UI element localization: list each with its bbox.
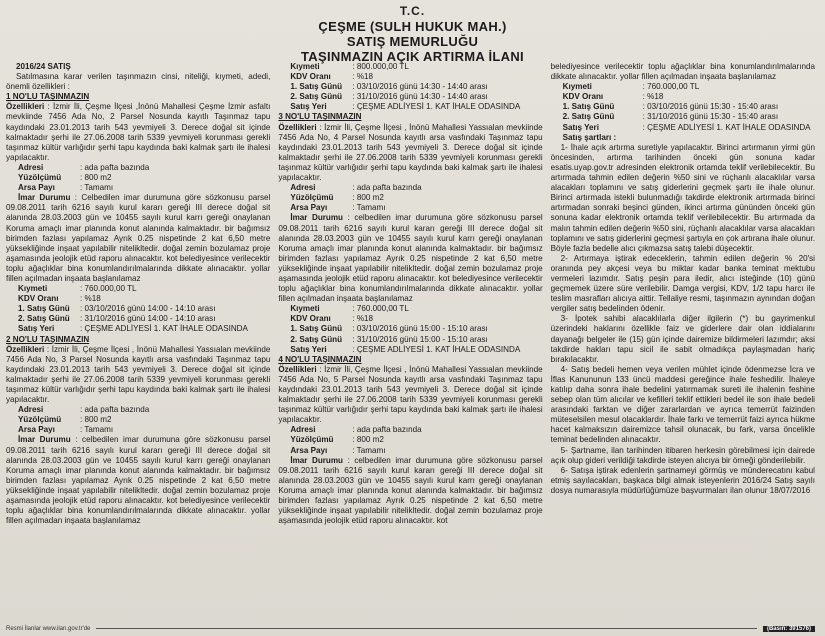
- lot3-value: Kıymeti : 760.000,00 TL: [290, 304, 409, 314]
- header: [0, 0, 825, 64]
- lot3-sale1: 1. Satış Günü : 03/10/2016 günü 15:00 - 15:10 arası: [290, 324, 488, 334]
- header-title: TAŞINMAZIN AÇIK ARTIRMA İLANI: [301, 49, 524, 64]
- lot4-value: Kıymeti : 760.000,00 TL: [562, 82, 700, 92]
- lot3-sale2: 2. Satış Günü : 31/10/2016 günü 15:00 - 15:10 arası: [290, 334, 488, 344]
- lot4-sale1: 1. Satış Günü : 03/10/2016 günü 15:30 - 15:40 arası: [562, 102, 779, 112]
- lot4-share: Arsa Payı : Tamamı: [290, 445, 386, 455]
- footer-site: Resmi İlanlar www.ilan.gov.tr'de: [6, 625, 91, 632]
- column-2: [278, 62, 542, 620]
- lot2-sale2: 2. Satış Günü : 31/10/2016 günü 14:30 - 14:40 arası: [290, 92, 488, 102]
- intro-text: Satılmasına karar verilen taşınmazın cinsi, niteliği, kıymeti, adedi, önemli özellikleri :: [6, 72, 271, 92]
- lot1-sale1: 1. Satış Günü : 03/10/2016 günü 14:00 - 14:10 arası: [18, 304, 216, 314]
- column-1: [6, 62, 270, 620]
- lot1-area: Yüzölçümü : 800 m2: [18, 173, 112, 183]
- lot2-features: Özellikleri : İzmir İli, Çeşme İlçesi , İnönü Mahallesi Yassıalan mevkiinde 7456 Ada No, 3 Parsel Nosunda kayıtlı arsa vasfındaki Taşınmaz tapu kaydındaki 23.01.2013 tarih 543 yevmiyeli 3. Derece doğal sit içinde kalmaktadır şerhi ile 27.06.2008 tarih 5339 yevmiyeli korunması gerekli taşınmaz kültür varlığıdır şerhi tapu kaydında baki kalmak şartı ile ihalesi yapılacaktır.: [6, 344, 271, 405]
- lot4-zoning-continued: belediyesince verilecektir toplu ağaçlıklar bina konumlandırılmalarında dikkate alınacaktır. yollar fillen açılmadan inşaata başlanılamaz: [550, 62, 815, 82]
- lot2-value: Kıymeti : 800.000,00 TL: [290, 62, 409, 71]
- lot4-sale2: 2. Satış Günü : 31/10/2016 günü 15:30 - 15:40 arası: [562, 112, 779, 122]
- lot4-address: Adresi : ada pafta bazında: [290, 425, 422, 435]
- lot3-place: Satış Yeri : ÇEŞME ADLİYESİ 1. KAT İHALE ODASINDA: [290, 344, 521, 354]
- lot3-zoning: İmar Durumu : celbedilen imar durumuna göre sözkonusu parsel 09.08.2011 tarih 6216 sayılı kurul kararı gereği III derece doğal sit alanında 28.03.2003 gün ve 10455 sayılı kurul karrı gereği onaylanan Koruma amaçlı imar planında konut alanında kalmaktadır. bir bağımsız birimden fazlası yapılamaz Ayrık 0.25 nispetinde 2 kat 6,50 metre yüksekliğinde inşaat yapılabilir nitelikltedir. doğal zemin bozulamaz proje aşamasında jeolojik etüd raporu alınacaktır. kot belediyesince verilecektir toplu ağaçlıklar bina konumlandırılmalarında dikkate alınacaktır. yollar fillen açılmadan inşaata başlanılamaz: [278, 213, 543, 304]
- lot2-title: 2 NO'LU TAŞINMAZIN: [6, 334, 90, 344]
- lot3-address: Adresi : ada pafta bazında: [290, 183, 422, 193]
- lot2-zoning: İmar Durumu : celbedilen imar durumuna göre sözkonusu parsel 09.08.2011 tarih 6216 sayılı kurul kararı gereği III derece doğal sit alanında 28.03.2003 gün ve 10455 sayılı kurul karrı gereği onaylanan Koruma amaçlı imar planında konut alanında kalmaktadır. bir bağımsız birimden fazlası yapılamaz Ayrık 0.25 nispetinde 2 kat 6,50 metre yüksekliğinde inşaat yapılabilir nitelikltedir. doğal zemin bozulamaz proje aşamasında jeolojik etüd raporu alınacaktır. kot belediyesince verilecektir toplu ağaçlıklar bina konumlandırılmalarında dikkate alınacaktır. yollar fillen açılmadan inşaata başlanılamaz: [6, 435, 271, 526]
- file-number: 2016/24 SATIŞ: [16, 62, 71, 71]
- lot2-vat: KDV Oranı : %18: [290, 72, 374, 82]
- lot2-area: Yüzölçümü : 800 m2: [18, 415, 112, 425]
- lot1-vat: KDV Oranı : %18: [18, 294, 101, 304]
- lot1-features: Özellikleri : İzmir İli, Çeşme İlçesi ,İnönü Mahallesi Çeşme İzmir asfaltı mevkiinde 7456 Ada No, 2 Parsel Nosunda kayıtlı Taşınmaz tapu kaydındaki 23.01.2013 tarih 543 yevmiyeli 3. Derece doğal sit içinde kalmaktadır şerhi ile 27.06.2008 tarih 5339 yevmiyeli korunması gerekli taşınmaz kültür varlığıdır şerhi tapu kaydında baki kalmak şartı ile ihalesi yapılacaktır.: [6, 102, 271, 162]
- lot1-title: 1 NO'LU TAŞINMAZIN: [6, 92, 90, 102]
- footer-rule: [96, 628, 757, 629]
- lot3-vat: KDV Oranı : %18: [290, 314, 374, 324]
- lot1-zoning: İmar Durumu : Celbedilen imar durumuna göre sözkonusu parsel 09.08.2011 tarih 6216 sayılı kurul kararı gereği III derece doğal sit alanında 28.03.2003 gün ve 10455 sayılı kurul karrı gereği onaylanan Koruma amaçlı imar planında konut alanında kalmaktadır. bir bağımsız birimden fazlası yapılamaz Ayrık 0.25 nispetinde 2 kat 6,50 metre yüksekliğinde inşaat yapılabilir nitelikltedir. doğal zemin bozulamaz proje aşamasında jeolojik etüd raporu alınacaktır. kot belediyesince verilecektir toplu ağaçlıklar bina konumlandırılmalarında dikkate alınacaktır. yollar fillen açılmadan inşaata başlanılamaz: [6, 193, 271, 283]
- lot2-place: Satış Yeri : ÇEŞME ADLİYESİ 1. KAT İHALE ODASINDA: [290, 102, 521, 112]
- condition-5: 5- Şartname, ilan tarihinden itibaren herkesin görebilmesi için dairede açık olup gideri verildiği takdirde isteyen alıcıya bir örneği gönderilebilir.: [550, 445, 815, 465]
- lot1-place: Satış Yeri : ÇEŞME ADLİYESİ 1. KAT İHALE ODASINDA: [18, 324, 248, 334]
- column-3: [551, 62, 815, 620]
- lot2-sale1: 1. Satış Günü : 03/10/2016 günü 14:30 - 14:40 arası: [290, 82, 488, 92]
- header-office: SATIŞ MEMURLUĞU: [346, 34, 479, 49]
- condition-3: 3- İpotek sahibi alacaklılarla diğer ilgilerin (*) bu gayrimenkul üzerindeki haklarını özellikle faiz ve giderlere dair olan iddialarını dayanağı belgeler ile (15) gün içinde dairemize bildirmeleri lazımdır; aksi takdirde hakları tapu sicil ile sabit olmadıkça paylaşmadan hariç bırakılacaktır.: [550, 314, 815, 364]
- lot1-address: Adresi : ada pafta bazında: [18, 162, 150, 172]
- lot2-address: Adresi : ada pafta bazında: [18, 405, 150, 415]
- lot1-value: Kıymeti : 760.000,00 TL: [18, 284, 137, 294]
- lot4-area: Yüzölçümü : 800 m2: [290, 435, 384, 445]
- header-tc: T.C.: [399, 4, 426, 18]
- lot3-features: Özellikleri : İzmir İli, Çeşme İlçesi , İnönü Mahallesi Yassıalan mevkiinde 7456 Ada No, 4 Parsel Nosunda kayıtlı arsa vasfındaki Taşınmaz tapu kaydındaki 23.01.2013 tarih 543 yevmiyeli 3. Derece doğal sit içinde kalmaktadır şerhi ile 27.06.2008 tarih 5339 yevmiyeli korunması gerekli taşınmaz kültür varlığıdır şerhi tapu kaydında baki kalmak şartı ile ihalesi yapılacaktır.: [278, 122, 543, 183]
- condition-1: 1- İhale açık artırma suretiyle yapılacaktır. Birinci artırmanın yirmi gün öncesinden, artırma tarihinden önceki gün sonuna kadar esatis.uyap.gov.tr adresinden elektronik ortamda teklif verilebilecektir. Bu artırmada tahmin edilen değerin %50 sini ve rüçhanlı alacaklılar varsa alacakları toplamını ve satış giderlerini geçmek şartı ile ihale olunur. Birinci artırmada istekli bulunmadığı takdirde elektronik artırmada birinci artırmadan sonraki beşinci günden, ikinci artırma gününden önceki gün sonuna kadar elektronik ortamda teklif verilebilecektir. Bu artırmada da malın tahmin edilen değerin %50 sini, rüçhanlı alacaklılar varsa alacakları toplamını ve satış giderlerini geçmesi şartıyla en çok artırana ihale olunur. Böyle fazla bedelle alıcı çıkmazsa satış talebi düşecektir.: [550, 142, 815, 253]
- lot3-share: Arsa Payı : Tamamı: [290, 203, 386, 213]
- lot1-share: Arsa Payı : Tamamı: [18, 183, 114, 193]
- condition-6: 6- Satışa iştirak edenlerin şartnameyi görmüş ve münderecatını kabul etmiş sayılacakları, başkaca bilgi almak isteyenlerin 2016/24 Satış sayılı dosya numarasıyla müdürlüğümüze başvurmaları ilan olunur 18/07/2016: [550, 465, 815, 495]
- lot4-vat: KDV Oranı : %18: [562, 92, 664, 102]
- lot4-zoning: İmar Durumu : celbedilen imar durumuna göre sözkonusu parsel 09.08.2011 tarih 6216 sayılı kurul kararı gereği III derece doğal sit alanında 28.03.2003 gün ve 10455 sayılı kurul karrı gereği onaylanan Koruma amaçlı imar planında konut alanında kalmaktadır. bir bağımsız birimden fazlası yapılamaz Ayrık 0.25 nispetinde 2 kat 6,50 metre yüksekliğinde inşaat yapılabilir nitelikltedir. doğal zemin bozulamaz proje aşamasında jeolojik etüd raporu alınacaktır. kot: [278, 455, 543, 526]
- lot4-title: 4 NO'LU TAŞINMAZIN: [278, 354, 362, 364]
- conditions-title: Satış şartları :: [562, 132, 617, 142]
- footer: [6, 623, 815, 634]
- footer-press-code: (Basın: 391576): [763, 626, 815, 632]
- lot3-title: 3 NO'LU TAŞINMAZIN: [278, 112, 362, 122]
- header-court: ÇEŞME (SULH HUKUK MAH.): [318, 19, 507, 34]
- lot4-features: Özellikleri : İzmir İli, Çeşme İlçesi , İnönü Mahallesi Yassıalan mevkiinde 7456 Ada No, 5 Parsel Nosunda kayıtlı arsa vasfındaki Taşınmaz tapu kaydındaki 23.01.2013 tarih 543 yevmiyeli 3. Derece doğal sit içinde kalmaktadır şerhi ile 27.06.2008 tarih 5339 yevmiyeli korunması gerekli taşınmaz kültür varlığıdır şerhi tapu kaydında baki kalmak şartı ile ihalesi yapılacaktır.: [278, 364, 543, 425]
- condition-2: 2- Artırmaya iştirak edeceklerin, tahmin edilen değerin % 20'si oranında pey akçesi veya bu miktar kadar banka teminat mektubu vermeleri lazımdır. Satış peşin para iledir, alıcı isteğinde (10) günü geçmemek üzere süre verilebilir. Damga vergisi, KDV, 1/2 tapu harcı ile teslim masrafları alıcıya aittir. Tellaliye resmi, taşınmazın aynından doğan vergiler satış bedelinden ödenir.: [550, 253, 815, 314]
- lot3-area: Yüzölçümü : 800 m2: [290, 193, 384, 203]
- lot2-share: Arsa Payı : Tamamı: [18, 425, 114, 435]
- condition-4: 4- Satış bedeli hemen veya verilen mühlet içinde ödenmezse İcra ve İflas Kanununun 133 üncü maddesi gereğince ihale feshedilir. İhaleye katılıp daha sonra ihale bedelini yatırmamak sureti ile ihalenin feshine sebep olan tüm alıcılar ve kefilleri teklif ettikleri bedel ile son ihale bedeli arasındaki farktan ve diğer zararlardan ve ayrıca temerrüt faizinden müteselsilen mesul olacaklardır. İhale farkı ve temerrüt faizi ayrıca hükme hacet kalmaksızın dairemizce tahsil olunacak, bu fark, varsa öncelikle teminat bedelinden alınacaktır.: [550, 364, 815, 445]
- lot1-sale2: 2. Satış Günü : 31/10/2016 günü 14:00 - 14:10 arası: [18, 314, 216, 324]
- lot4-place: Satış Yeri : ÇEŞME ADLİYESİ 1. KAT İHALE ODASINDA: [562, 122, 811, 132]
